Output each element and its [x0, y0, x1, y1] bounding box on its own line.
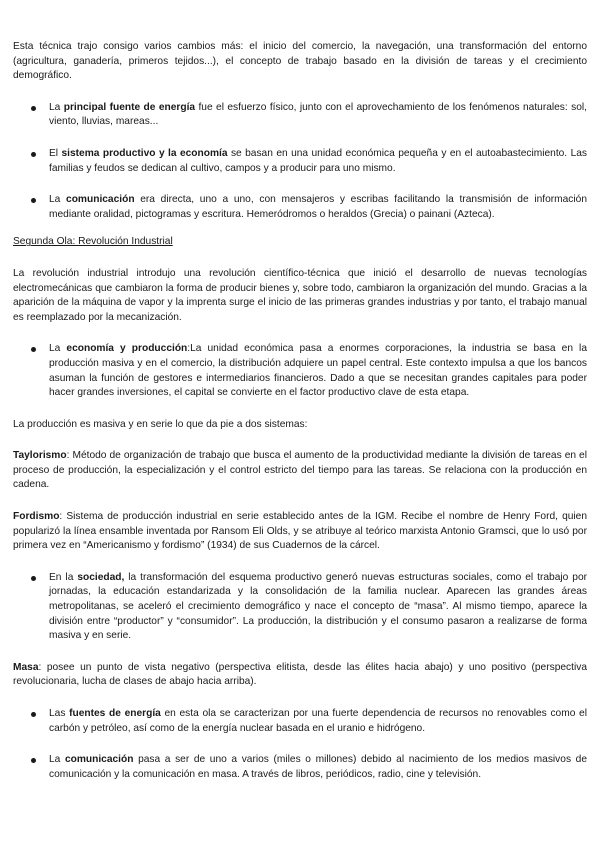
bullet-icon — [31, 576, 36, 581]
bold-term: sistema productivo y la economía — [61, 147, 228, 159]
bold-term: Taylorismo — [13, 450, 67, 462]
list-item: La comunicación pasa a ser de uno a varios (miles o millones) debido al nacimiento de los medios masivos de comunicación y la comunicación en masa. A través de libros, periódicos, radio, cine y televisión. — [13, 753, 587, 782]
bullet-icon — [31, 758, 36, 763]
taylorismo-paragraph: Taylorismo: Método de organización de trabajo que busca el aumento de la productividad mediante la división de tareas en el proceso de producción, la especialización y el control estricto del tiempo para las tareas. Se relaciona con la producción en cadena. — [13, 450, 587, 491]
fordismo-paragraph: Fordismo: Sistema de producción industrial en serie establecido antes de la IGM. Recibe el nombre de Henry Ford, quien popularizó la línea ensamble inventada por Ransom Eli Olds, y se atribuye al teórico marxista Antonio Gramsci, que lo usó por primera vez en “Americanismo y fordismo” (1934) de sus Cuadernos de la cárcel. — [13, 511, 587, 552]
list-item: La comunicación era directa, uno a uno, con mensajeros y escribas facilitando la transmisión de información mediante oralidad, pictogramas y escritura. Hemeródromos o heraldos (Grecia) o painani (Azteca). — [13, 193, 587, 222]
masa-paragraph: Masa: posee un punto de vista negativo (perspectiva elitista, desde las élites hacia abajo) y uno positivo (perspectiva revolucionaria, lucha de clases de abajo hacia arriba). — [13, 661, 587, 688]
section-heading: Segunda Ola: Revolución Industrial — [13, 236, 173, 248]
bullet-icon — [31, 712, 36, 717]
bold-term: principal fuente de energía — [63, 101, 196, 113]
mass-production-paragraph: La producción es masiva y en serie lo que da pie a dos sistemas: — [13, 418, 308, 430]
second-wave-bullet-list — [13, 707, 587, 782]
bold-term: comunicación — [64, 754, 134, 766]
bullet-icon — [31, 347, 36, 352]
document-page — [13, 40, 587, 782]
bold-term: Fordismo — [13, 511, 60, 523]
intro-paragraph: Esta técnica trajo consigo varios cambios más: el inicio del comercio, la navegación, una transformación del entorno (agricultura, ganadería, primeros tejidos...), el concepto de trabajo basado en la división de tareas y el crecimiento demográfico. — [13, 41, 587, 82]
second-wave-intro-paragraph: La revolución industrial introdujo una revolución científico-técnica que inició el desarrollo de nuevas tecnologías electromecánicas que cambiaron la forma de producir bienes y, sobre todo, cambiaron la organización del mundo. Gracias a la aparición de la máquina de vapor y la imprenta surge el inicio de las primeras grandes industrias y por tanto, el trabajo manual es reemplazado por la mecanización. — [13, 267, 587, 323]
first-wave-bullet-list — [13, 101, 587, 223]
bold-term: economía y producción — [66, 343, 188, 355]
list-item: La economía y producción:La unidad económica pasa a enormes corporaciones, la industria se basa en la producción masiva y en el comercio, la distribución adquiere un papel central. Este contexto impulsa a que los bancos asuman la función de gestores e intermediarios financieros. Dado a que se necesitan grandes capitales para poder hacer grandes inversiones, el capital se convierte en el factor productivo clave de esta etapa. — [13, 342, 587, 400]
society-bullet-list — [13, 571, 587, 644]
list-item: En la sociedad, la transformación del esquema productivo generó nuevas estructuras sociales, como el trabajo por jornadas, la educación estandarizada y la consolidación de la familia nuclear. Aparecen las grandes áreas metropolitanas, se aceleró el crecimiento demográfico y nace el concepto de “masa”. Al mismo tiempo, aparece la división entre “productor” y “consumidor”. La producción, la distribución y el consumo pasaron a realizarse de forma masiva y en serie. — [13, 571, 587, 644]
economy-bullet-list — [13, 342, 587, 400]
bullet-icon — [31, 106, 36, 111]
bold-term: comunicación — [66, 194, 135, 206]
bullet-icon — [31, 198, 36, 203]
bold-term: fuentes de energía — [69, 708, 161, 719]
bold-term: Masa — [13, 661, 39, 673]
bold-term: sociedad, — [77, 571, 125, 583]
list-item: La principal fuente de energía fue el esfuerzo físico, junto con el aprovechamiento de los fenómenos naturales: sol, viento, lluvias, mareas... — [13, 101, 587, 130]
list-item: Las fuentes de energía en esta ola se caracterizan por una fuerte dependencia de recursos no renovables como el carbón y petróleo, así como de la energía nuclear basada en el uranio e hidrógeno. — [13, 707, 587, 736]
bullet-icon — [31, 152, 36, 157]
list-item: El sistema productivo y la economía se basan en una unidad económica pequeña y en el autoabastecimiento. Las familias y feudos se dedican al cultivo, campos y a producir para uno mismo. — [13, 147, 587, 176]
